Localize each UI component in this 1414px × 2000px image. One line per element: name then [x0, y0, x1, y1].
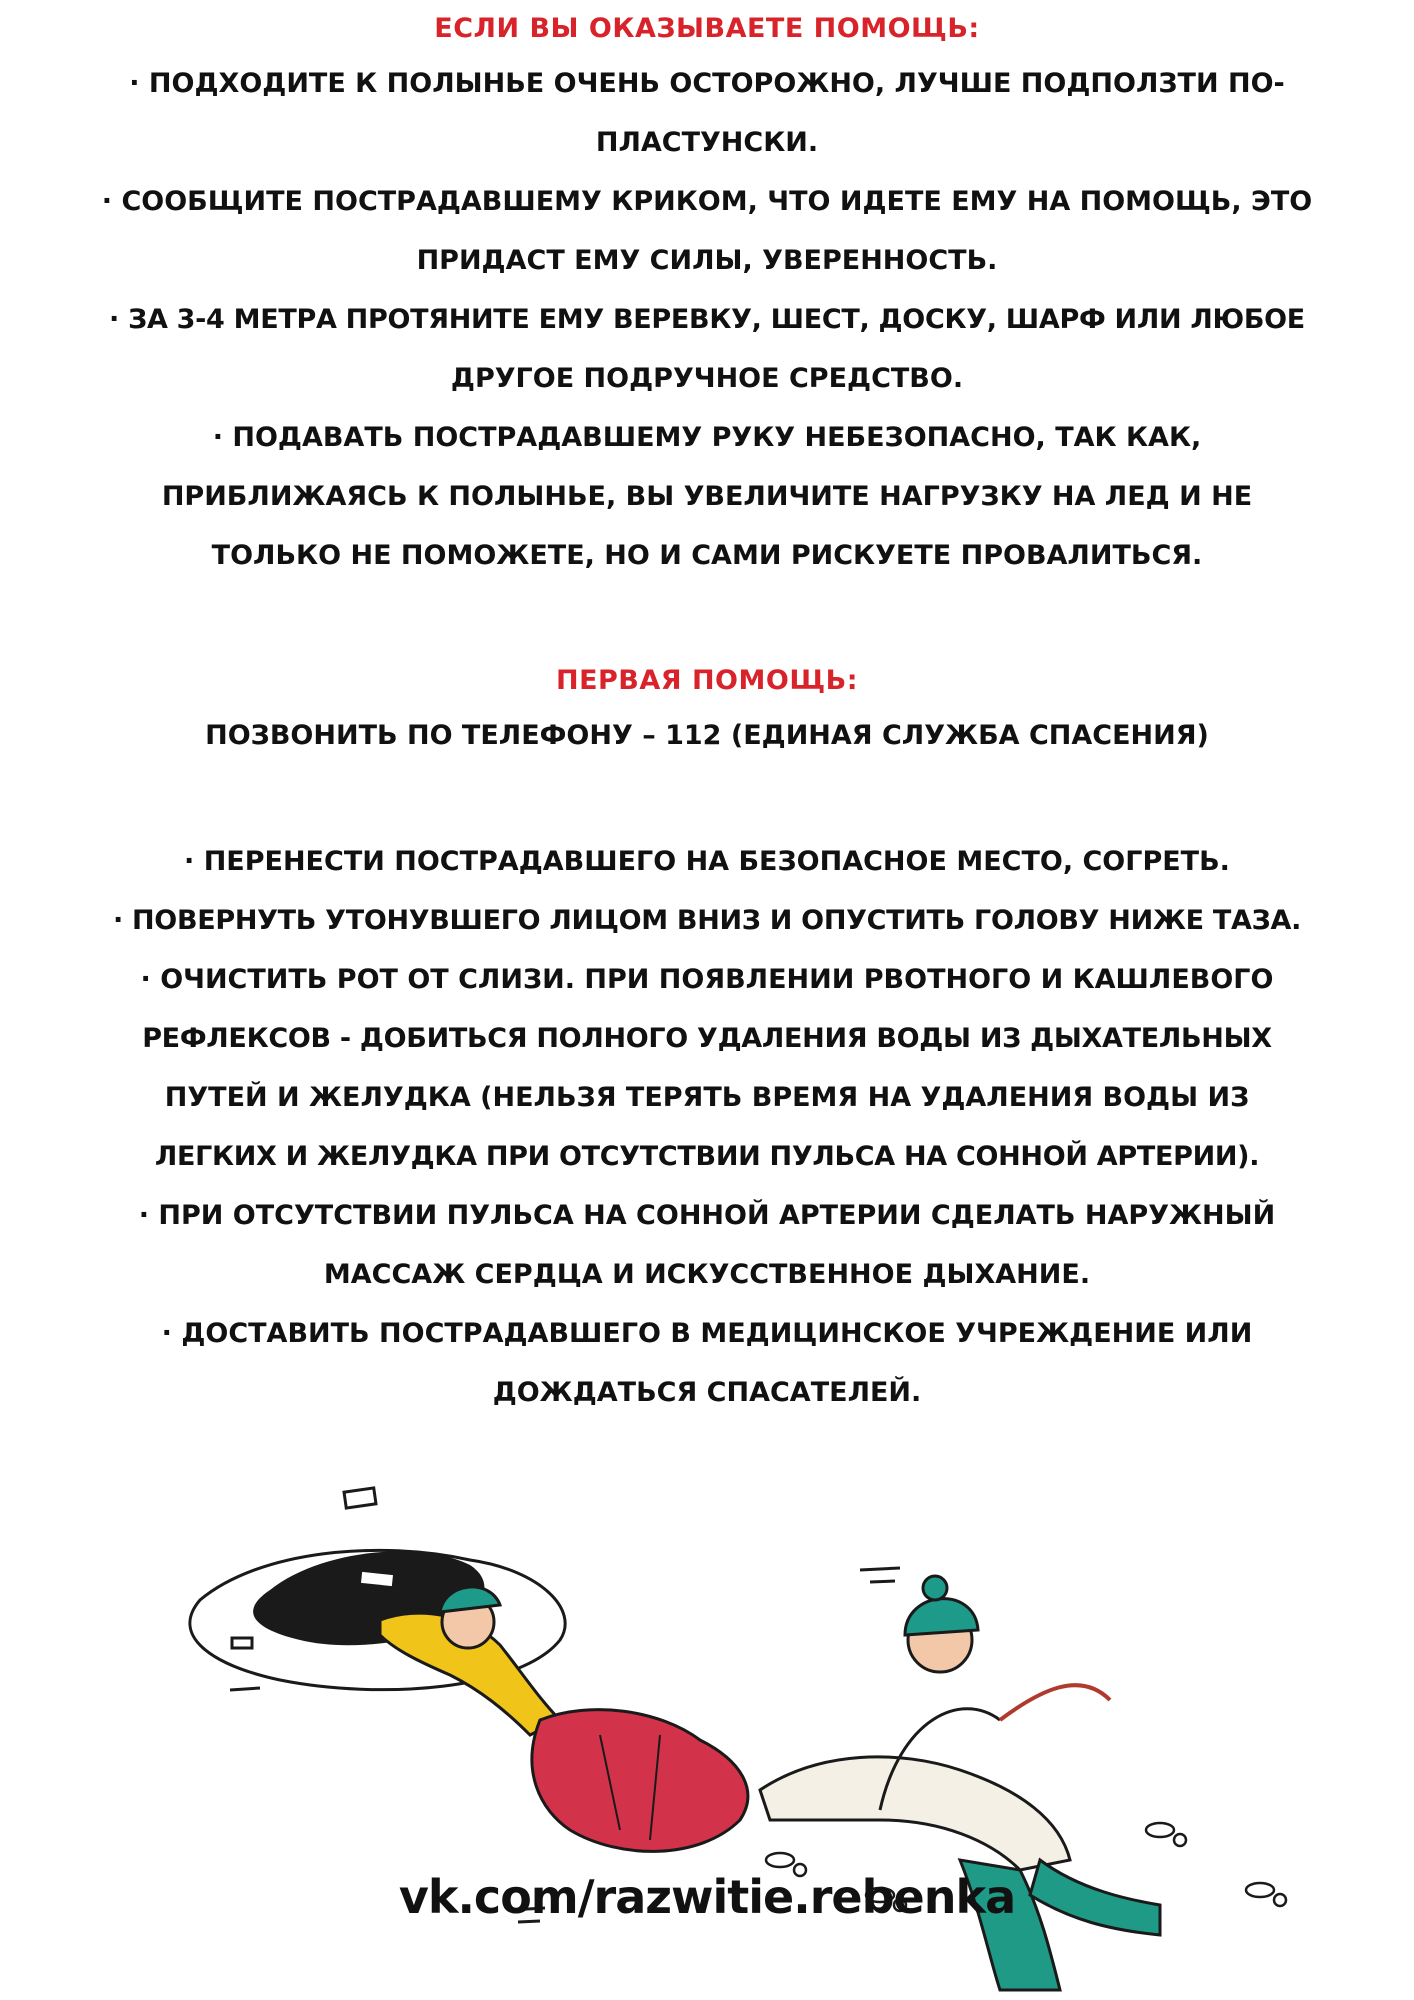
first-aid-steps	[40, 832, 1374, 1422]
step-line-3: · ОЧИСТИТЬ РОТ ОТ СЛИЗИ. ПРИ ПОЯВЛЕНИИ РВОТНОГО И КАШЛЕВОГО	[140, 964, 1274, 995]
step-line-5: ПУТЕЙ И ЖЕЛУДКА (НЕЛЬЗЯ ТЕРЯТЬ ВРЕМЯ НА УДАЛЕНИЯ ВОДЫ ИЗ	[164, 1082, 1250, 1113]
step-line-9: · ДОСТАВИТЬ ПОСТРАДАВШЕГО В МЕДИЦИНСКОЕ УЧРЕЖДЕНИЕ ИЛИ	[161, 1318, 1253, 1349]
help-line-7: · ПОДАВАТЬ ПОСТРАДАВШЕМУ РУКУ НЕБЕЗОПАСНО, ТАК КАК,	[212, 422, 1202, 453]
help-line-3: · СООБЩИТЕ ПОСТРАДАВШЕМУ КРИКОМ, ЧТО ИДЕТЕ ЕМУ НА ПОМОЩЬ, ЭТО	[101, 186, 1313, 217]
help-line-5: · ЗА 3-4 МЕТРА ПРОТЯНИТЕ ЕМУ ВЕРЕВКУ, ШЕСТ, ДОСКУ, ШАРФ ИЛИ ЛЮБОЕ	[109, 304, 1305, 335]
help-line-8: ПРИБЛИЖАЯСЬ К ПОЛЫНЬЕ, ВЫ УВЕЛИЧИТЕ НАГРУЗКУ НА ЛЕД И НЕ	[161, 481, 1253, 512]
red-jacket	[532, 1710, 748, 1852]
step-line-6: ЛЕГКИХ И ЖЕЛУДКА ПРИ ОТСУТСТВИИ ПУЛЬСА НА СОННОЙ АРТЕРИИ).	[154, 1141, 1260, 1172]
first-aid-heading: ПЕРВАЯ ПОМОЩЬ:	[555, 665, 859, 696]
step-line-4: РЕФЛЕКСОВ - ДОБИТЬСЯ ПОЛНОГО УДАЛЕНИЯ ВОДЫ ИЗ ДЫХАТЕЛЬНЫХ	[142, 1023, 1272, 1054]
emergency-phone-text: ПОЗВОНИТЬ ПО ТЕЛЕФОНУ – 112 (ЕДИНАЯ СЛУЖБА СПАСЕНИЯ)	[205, 720, 1209, 751]
first-aid-section	[40, 655, 1374, 707]
step-line-10: ДОЖДАТЬСЯ СПАСАТЕЛЕЙ.	[492, 1377, 922, 1408]
help-line-1: · ПОДХОДИТЕ К ПОЛЫНЬЕ ОЧЕНЬ ОСТОРОЖНО, ЛУЧШЕ ПОДПОЛЗТИ ПО-	[129, 68, 1285, 99]
help-line-9: ТОЛЬКО НЕ ПОМОЖЕТЕ, НО И САМИ РИСКУЕТЕ ПРОВАЛИТЬСЯ.	[211, 540, 1203, 571]
step-line-8: МАССАЖ СЕРДЦА И ИСКУССТВЕННОЕ ДЫХАНИЕ.	[323, 1259, 1091, 1290]
vk-link[interactable]: vk.com/razwitie.rebenka	[398, 1870, 1016, 1924]
help-line-2: ПЛАСТУНСКИ.	[595, 127, 819, 158]
step-line-7: · ПРИ ОТСУТСТВИИ ПУЛЬСА НА СОННОЙ АРТЕРИИ СДЕЛАТЬ НАРУЖНЫЙ	[138, 1200, 1276, 1231]
help-heading: ЕСЛИ ВЫ ОКАЗЫВАЕТЕ ПОМОЩЬ:	[434, 13, 980, 44]
help-section	[40, 4, 1374, 585]
step-line-2: · ПОВЕРНУТЬ УТОНУВШЕГО ЛИЦОМ ВНИЗ И ОПУСТИТЬ ГОЛОВУ НИЖЕ ТАЗА.	[112, 905, 1302, 936]
step-line-1: · ПЕРЕНЕСТИ ПОСТРАДАВШЕГО НА БЕЗОПАСНОЕ МЕСТО, СОГРЕТЬ.	[184, 846, 1230, 877]
rope	[1000, 1685, 1110, 1720]
help-line-4: ПРИДАСТ ЕМУ СИЛЫ, УВЕРЕННОСТЬ.	[416, 245, 998, 276]
rescuer-figure	[760, 1576, 1160, 1990]
phone-line	[40, 706, 1374, 765]
help-line-6: ДРУГОЕ ПОДРУЧНОЕ СРЕДСТВО.	[450, 363, 964, 394]
